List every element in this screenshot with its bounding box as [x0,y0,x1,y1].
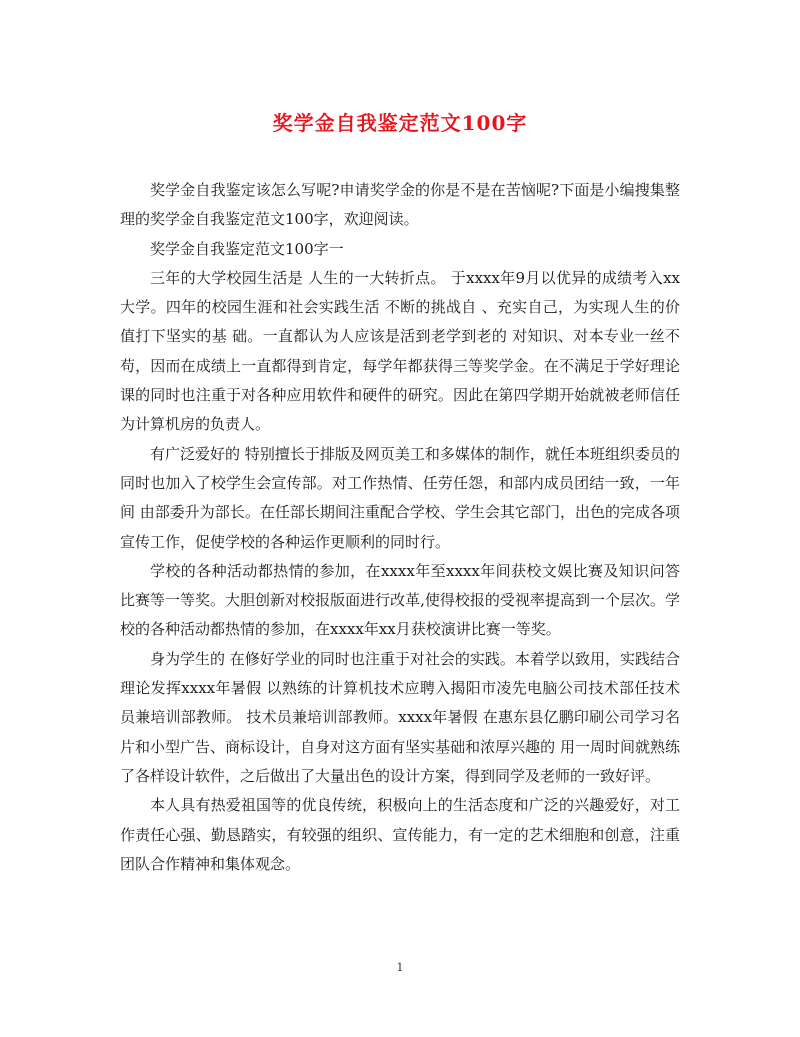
paragraph-5: 本人具有热爱祖国等的优良传统，积极向上的生活态度和广泛的兴趣爱好，对工作责任心强、勤恳踏实，有较强的组织、宣传能力，有一定的艺术细胞和创意，注重团队合作精神和集体观念。 [120,796,680,873]
document-title: 奖学金自我鉴定范文100字 [272,111,528,135]
document-body [120,176,680,879]
paragraph-2: 有广泛爱好的 特别擅长于排版及网页美工和多媒体的制作，就任本班组织委员的同时也加入了校学生会宣传部。对工作热情、任劳任怨，和部内成员团结一致，一年间 由部委升为部长。在任部长期间注重配合学校、学生会其它部门，出色的完成各项宣传工作，促使学校的各种运作更顺利的同时行。 [120,444,680,551]
paragraph-subheading: 奖学金自我鉴定范文100字一 [150,239,344,258]
paragraph-intro: 奖学金自我鉴定该怎么写呢?申请奖学金的你是不是在苦恼呢?下面是小编搜集整理的奖学金自我鉴定范文100字，欢迎阅读。 [120,181,680,229]
paragraph-3: 学校的各种活动都热情的参加，在xxxx年至xxxx年间获校文娱比赛及知识问答比赛等一等奖。大胆创新对校报版面进行改革,使得校报的受视率提高到一个层次。学校的各种活动都热情的参加，在xxxx年xx月获校演讲比赛一等奖。 [120,561,680,639]
paragraph-1: 三年的大学校园生活是 人生的一大转折点。 于xxxx年9月以优异的成绩考入xx大学。四年的校园生涯和社会实践生活 不断的挑战自 、充实自己，为实现人生的价值打下坚实的基 础。一直都认为人应该是活到老学到老的 对知识、对本专业一丝不苟，因而在成绩上一直都得到肯定，每学年都获得三等奖学金。在不满足于学好理论课的同时也注重于对各种应用软件和硬件的研究。因此在第四学期开始就被老师信任为计算机房的负责人。 [120,268,680,434]
paragraph-4: 身为学生的 在修好学业的同时也注重于对社会的实践。本着学以致用，实践结合理论发挥xxxx年暑假 以熟练的计算机技术应聘入揭阳市凌先电脑公司技术部任技术员兼培训部教师。 技术员兼培训部教师。xxxx年暑假 在惠东县亿鹏印刷公司学习名片和小型广告、商标设计，自身对这方面有坚实基础和浓厚兴趣的 用一周时间就熟练了各样设计软件，之后做出了大量出色的设计方案，得到同学及老师的一致好评。 [120,649,680,785]
page-number: 1 [396,961,404,974]
